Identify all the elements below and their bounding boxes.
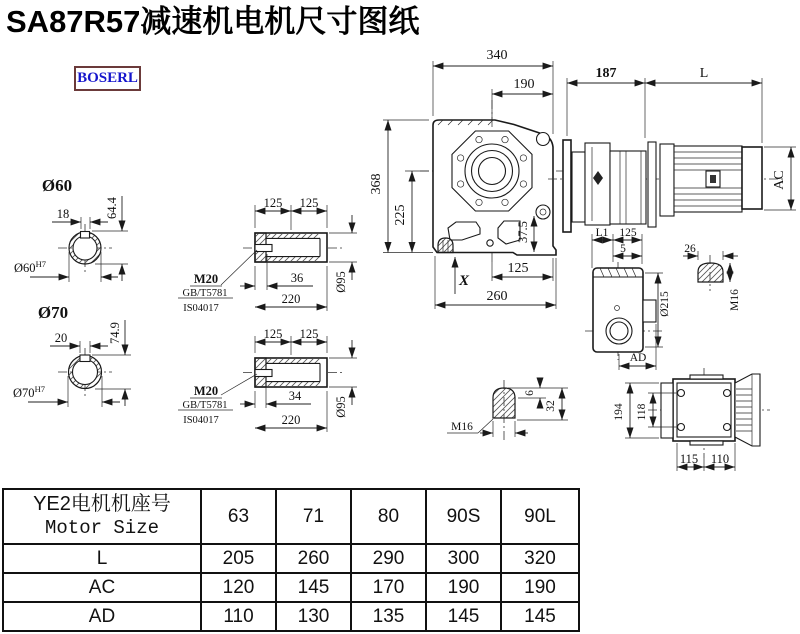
svg-text:X: X xyxy=(458,273,470,289)
cell: 145 xyxy=(276,573,351,602)
view-motor xyxy=(548,66,796,232)
view-bore-70 xyxy=(13,303,131,407)
svg-text:368: 368 xyxy=(369,173,384,195)
col-90s: 90S xyxy=(426,489,501,544)
col-90l: 90L xyxy=(501,489,579,544)
brand-logo-text: BOSERL xyxy=(77,70,138,86)
table-header-en: Motor Size xyxy=(44,517,160,540)
nameplate-mark xyxy=(710,175,716,183)
cell: 320 xyxy=(501,544,579,573)
svg-text:220: 220 xyxy=(281,292,301,306)
row-label-AD: AD xyxy=(3,602,201,631)
svg-text:194: 194 xyxy=(613,403,625,421)
col-80: 80 xyxy=(351,489,426,544)
svg-text:187: 187 xyxy=(595,66,617,81)
cell: 130 xyxy=(276,602,351,631)
view-side xyxy=(585,227,671,370)
view-front xyxy=(369,48,585,309)
bore70-title: Ø70 xyxy=(37,303,69,322)
cell: 190 xyxy=(501,573,579,602)
svg-text:M16: M16 xyxy=(451,421,473,433)
table-row-AD xyxy=(3,602,579,631)
svg-text:125: 125 xyxy=(263,327,283,341)
svg-text:IS04017: IS04017 xyxy=(183,303,219,314)
table-header-motor-size xyxy=(3,489,201,544)
svg-text:M20: M20 xyxy=(193,272,219,286)
svg-text:190: 190 xyxy=(513,77,535,92)
page-title: SA87R57减速机电机尺寸图纸 xyxy=(6,4,420,39)
dim-bore70 xyxy=(13,376,120,407)
svg-text:110: 110 xyxy=(710,452,730,466)
dim-bore60 xyxy=(14,252,118,282)
svg-text:36: 36 xyxy=(290,271,304,285)
svg-text:37.5: 37.5 xyxy=(516,221,530,243)
cell: 145 xyxy=(426,602,501,631)
svg-text:125: 125 xyxy=(619,227,637,239)
svg-text:6: 6 xyxy=(524,390,536,396)
cell: 120 xyxy=(201,573,276,602)
svg-text:125: 125 xyxy=(299,327,319,341)
view-shaft-section-top xyxy=(178,196,357,314)
svg-text:20: 20 xyxy=(54,331,68,345)
svg-text:26: 26 xyxy=(684,243,696,255)
oil-plug xyxy=(438,238,453,253)
svg-text:GB/T5781: GB/T5781 xyxy=(182,288,228,299)
dim-18 xyxy=(52,207,108,229)
cell: 205 xyxy=(201,544,276,573)
boss-bottom-right xyxy=(536,205,550,219)
svg-text:IS04017: IS04017 xyxy=(183,415,219,426)
table-row-L xyxy=(3,544,579,573)
bore60-title: Ø60 xyxy=(41,176,73,195)
cell: 300 xyxy=(426,544,501,573)
svg-text:Ø95: Ø95 xyxy=(334,396,348,418)
svg-text:AD: AD xyxy=(629,352,647,364)
svg-text:18: 18 xyxy=(56,207,70,221)
cell: 290 xyxy=(351,544,426,573)
cell: 260 xyxy=(276,544,351,573)
col-71: 71 xyxy=(276,489,351,544)
view-key-bottom xyxy=(447,380,568,441)
svg-text:115: 115 xyxy=(679,452,699,466)
cell: 145 xyxy=(501,602,579,631)
svg-text:125: 125 xyxy=(263,196,283,210)
cell: 170 xyxy=(351,573,426,602)
thread-callout-bottom xyxy=(178,374,257,426)
table-header-cn: YE2电机机座号 xyxy=(33,493,171,516)
boss-top-right xyxy=(537,133,550,146)
svg-text:74.9: 74.9 xyxy=(108,322,122,344)
cell: 190 xyxy=(426,573,501,602)
view-shaft-section-bottom xyxy=(178,327,357,432)
svg-text:Ø70H7: $Ø70^{H7}$ xyxy=(13,384,45,400)
svg-text:GB/T5781: GB/T5781 xyxy=(182,400,228,411)
svg-text:M20: M20 xyxy=(193,384,219,398)
dim-20 xyxy=(50,331,108,353)
svg-text:AC: AC xyxy=(772,170,787,190)
svg-text:260: 260 xyxy=(486,289,508,304)
svg-text:L: L xyxy=(699,66,709,81)
svg-text:125: 125 xyxy=(299,196,319,210)
svg-text:32: 32 xyxy=(545,400,557,412)
cell: 110 xyxy=(201,602,276,631)
svg-text:340: 340 xyxy=(486,48,508,63)
row-label-AC: AC xyxy=(3,573,201,602)
col-63: 63 xyxy=(201,489,276,544)
table-row-AC xyxy=(3,573,579,602)
svg-text:L1: L1 xyxy=(595,227,609,239)
thread-callout-top xyxy=(178,250,257,314)
row-label-L: L xyxy=(3,544,201,573)
svg-text:Ø60H7: $Ø60^{H7}$ xyxy=(14,259,46,275)
svg-text:5: 5 xyxy=(620,243,626,255)
svg-text:225: 225 xyxy=(393,204,408,226)
svg-text:Ø95: Ø95 xyxy=(334,271,348,293)
svg-text:220: 220 xyxy=(281,413,301,427)
view-rear xyxy=(613,368,770,471)
svg-text:M16: M16 xyxy=(729,289,741,311)
view-key-right xyxy=(683,243,741,311)
svg-text:125: 125 xyxy=(507,261,529,276)
view-bore-60 xyxy=(14,176,128,282)
svg-text:64.4: 64.4 xyxy=(105,197,119,219)
svg-text:Ø215: Ø215 xyxy=(659,291,671,317)
cell: 135 xyxy=(351,602,426,631)
svg-text:118: 118 xyxy=(636,403,648,421)
svg-text:34: 34 xyxy=(288,389,302,403)
motor-size-table xyxy=(2,488,580,632)
